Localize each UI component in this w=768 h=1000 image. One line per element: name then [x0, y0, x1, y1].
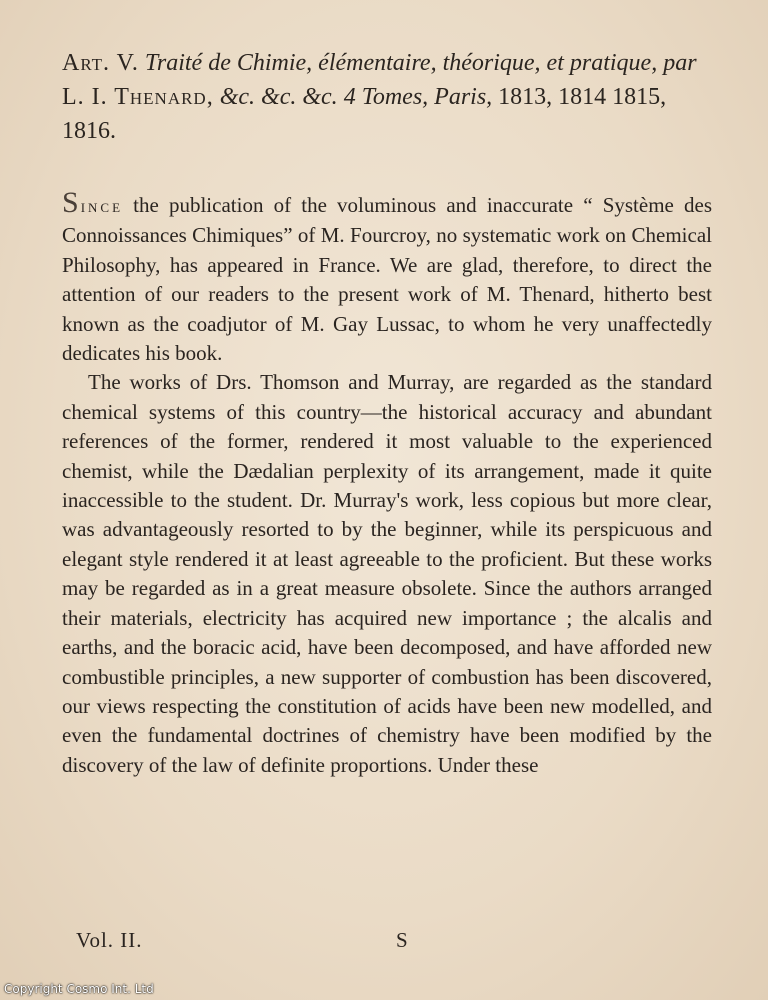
paragraph-2: [62, 368, 712, 780]
page-footer: [76, 928, 616, 958]
article-years: 1813, 1814 1815, 1816.: [62, 84, 667, 144]
opening-smallcaps: ince: [80, 196, 124, 216]
paragraph-1-text: the publication of the voluminous and inaccurate “ Système des Connoissances Chimiques” of M. Fourcroy, no systematic work on Chemical Philosophy, has appeared in France. We are glad, therefore, to direct the attention of our readers to the present work of M. Thenard, hitherto best known as the coadjutor of M. Gay Lussac, to whom he very unaffectedly dedicates his book.: [62, 193, 712, 366]
page-content: [62, 46, 712, 780]
article-heading: [62, 46, 712, 148]
paragraph-2-text: The works of Drs. Thomson and Murray, are regarded as the standard chemical systems of this country—the historical accuracy and abundant references of the former, rendered it most valuable to the experienced chemist, while the Dædalian perplexity of its arrangement, made it quite inaccessible to the student. Dr. Murray's work, less copious but more clear, was advantageously resorted to by the beginner, while its perspicuous and elegant style rendered it at least agreeable to the proficient. But these works may be regarded as in a great measure obsolete. Since the authors arranged their materials, electricity has acquired new importance ; the alcalis and earths, and the boracic acid, have been decomposed, and have afforded new combustible principles, a new supporter of combustion has been discovered, our views respecting the constitution of acids have been new modelled, and even the fundamental doctrines of chemistry have been modified by the discovery of the law of definite proportions. Under these: [62, 370, 712, 777]
article-author: L. I. Thenard,: [62, 84, 214, 110]
article-number: Art. V.: [62, 50, 139, 76]
article-place: Paris,: [434, 84, 493, 110]
drop-cap: S: [62, 186, 81, 219]
paragraph-1: [62, 188, 712, 368]
article-title: Traité de Chimie, élémentaire, théorique, et pratique, par: [144, 50, 697, 76]
volume-label: Vol. II.: [76, 928, 143, 952]
article-etc: &c. &c. &c.: [219, 84, 338, 110]
copyright-watermark: Copyright Cosmo Int. Ltd: [4, 982, 154, 996]
article-tomes: 4 Tomes,: [343, 84, 429, 110]
signature-mark: S: [396, 928, 408, 952]
